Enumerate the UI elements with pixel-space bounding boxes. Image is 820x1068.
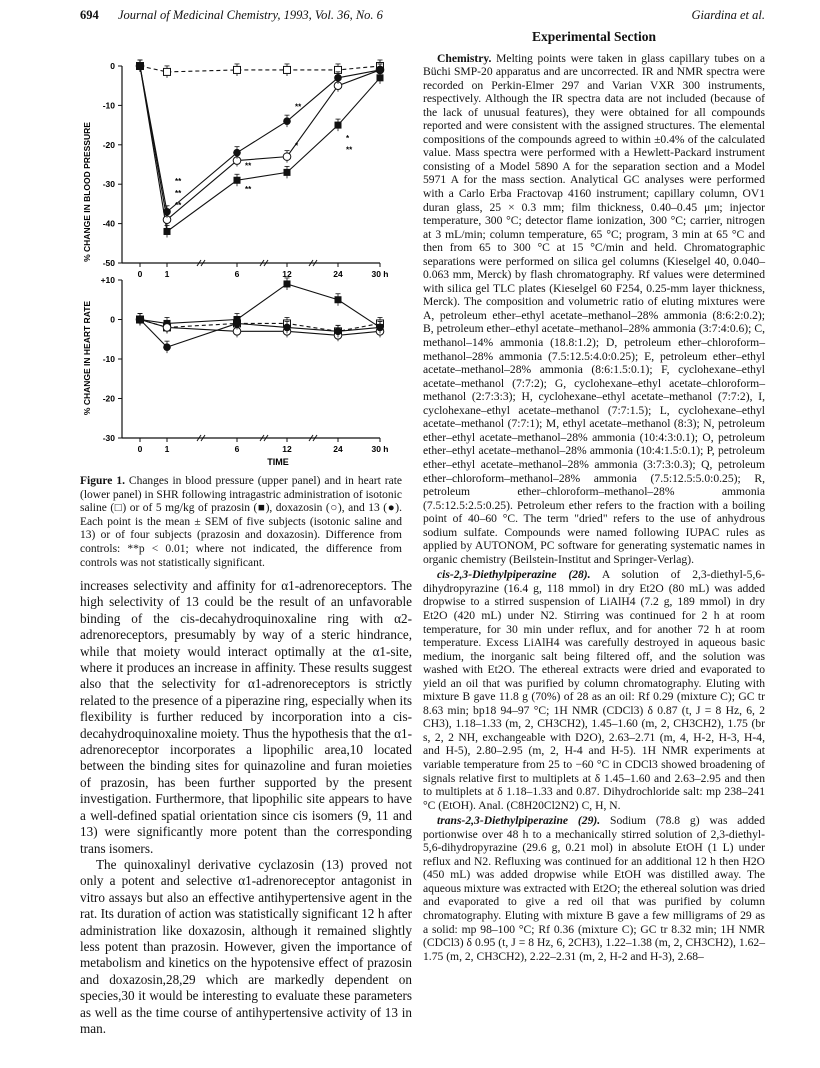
x-tick-label: 24: [333, 269, 343, 279]
significance-marker: **: [245, 185, 252, 195]
trans-paragraph: [423, 814, 765, 963]
y-tick-label: -10: [102, 354, 115, 364]
data-point-open-circle: [163, 324, 171, 332]
page-header: [80, 8, 765, 28]
data-point-filled-circle: [163, 343, 171, 351]
data-point-filled-circle: [136, 62, 144, 70]
x-tick-label: 0: [137, 444, 143, 454]
x-axis-label: TIME: [267, 457, 289, 467]
data-point-open-circle: [283, 153, 291, 161]
y-tick-label: -20: [102, 393, 115, 404]
y-tick-label: -10: [102, 100, 115, 111]
figure-1: [80, 40, 410, 472]
y-tick-label: -50: [102, 258, 115, 268]
significance-marker: *: [295, 141, 299, 151]
series-line: [140, 320, 380, 336]
caption-text: Changes in blood pressure (upper panel) and in heart rate (lower panel) in SHR following intragastric administration of isotonic saline (□) or of 5 mg/kg of prazosin (■), doxazosin (○), and 13 (●). Each point is the mean ± SEM of five subjects (isotonic saline and 13) or of four subjects (prazosin and doxazosin). Difference from controls: **p < 0.01; where not indicated, the difference from controls was not statistically significant.: [80, 475, 403, 569]
data-point-filled-circle: [334, 74, 342, 82]
cis-paragraph: [423, 568, 765, 812]
y-tick-label: 0: [110, 314, 115, 325]
data-point-filled-circle: [233, 149, 241, 157]
x-tick-label: 30 h: [371, 269, 389, 279]
cis-text: A solution of 2,3-diethyl-5,6-dihydropyrazine (16.4 g, 118 mmol) in dry Et2O (80 mL) was added dropwise to a stirred suspension of LiAlH4 (7.2 g, 189 mmol) in dry Et2O (420 mL) under N2. Stirring was continued for 2 h at room temperature, for 30 min under reflux, and for another 72 h at room temperature. Excess LiAlH4 was carefully destroyed in aqueous basic medium, the inorganic salt being filtered off, and the solution was washed with Et2O. The ethereal extracts were dried and evaporated to yield an oil that was purified by column chromatography. Eluting with mixture B gave 11.8 g (70%) of 28 as an oil: Rf 0.29 (mixture C); GC tr 8.63 min; bp18 94–97 °C; 1H NMR (CDCl3) δ 0.87 (t, J = 8 Hz, 6, 2 CH3), 1.18–1.33 (m, 2, CH3CH2), 1.45–1.60 (m, 2, CH3CH2), 1.75 (br s, 2, 2 NH, exchangeable with D2O), 2.63–2.71 (m, 4, H-2, H-3, H-4, and H-5), 2.80–2.95 (m, 2, H-4 and H-5). 1H NMR experiments at variable temperature from 25 to −60 °C in CDCl3 showed broadening of signals relative first to multiplets at δ 1.45–1.60 and 2.63–2.95 and then to multiplets at δ 1.18–1.33 and 0.87. Dihydrochloride salt: mp 238–241 °C (EtOH). Anal. (C8H20Cl2N2) C, H, N.: [423, 568, 766, 812]
significance-marker: **: [175, 177, 182, 187]
data-point-filled-circle: [376, 66, 384, 74]
left-column-text: [80, 578, 412, 1037]
data-point-filled-square: [335, 296, 342, 303]
y-tick-label: -30: [102, 433, 115, 443]
data-point-filled-circle: [136, 316, 144, 324]
data-point-filled-square: [164, 228, 171, 235]
x-tick-label: 1: [164, 269, 170, 279]
chemistry-text: Melting points were taken in glass capillary tubes on a Büchi SMP-20 apparatus and are uncorrected. IR and NMR spectra were recorded on Perkin-Elmer 297 and Varian VXR 300 instruments, respectively. Although the IR spectra data are not included (because of the lack of unusual features), they were obtained for all compounds reported and were consistent with the assigned structures. The elemental compositions of the compounds agreed to within ±0.4% of the calculated value. Mass spectra were performed with a Hewlett-Packard instrument consisting of a Model 5890 A for the separation section and a Model 5971 A for the mass section. Analytical GC analyses were performed with a Carlo Erba Fractovap 4160 instrument; capillary column, OV1 duran glass, 25 × 0.3 mm; film thickness, 0.40–0.45 μm; injector temperature, 300 °C; detector flame ionization, 300 °C; carrier, nitrogen at 3 mL/min; column temperature, 65 °C; program, 3 min at 65 °C and then from 65 to 300 °C at 15 °C/min and held. Chromatographic separations were performed on silica gel columns (Kieselgel 40, 0.040–0.063 mm, Merck) by flash chromatography. Rf values were determined with silica gel TLC plates (Kieselgel 60 F254, 0.25-mm layer thickness, Merck). The composition and volumetric ratio of eluting mixtures were A, petroleum ether–ethyl acetate–methanol–28% ammonia (8:6:2:0.2); B, petroleum ether–ethyl acetate–methanol–28% ammonia (3:7:4:0.6); C, methanol–14% ammonia (18.8:1.2); D, petroleum ether–chloroform–methanol–28% ammonia (7.5:12.5:4.0:0.25); E, petroleum ether–ethyl acetate–methanol–28% ammonia (8:6:1.5:0.1); F, cyclohexane–ethyl acetate–methanol (7:7:2); G, cyclohexane–ethyl acetate–chloroform–methanol (2:7:3:3); H, cyclohexane–ethyl acetate–methanol (7:7:2), I, cyclohexane–ethyl acetate–methanol (7:7:1.5); L, cyclohexane–ethyl acetate–methanol (7:7:1); M, ethyl acetate–methanol (8:3); N, petroleum ether–ethyl acetate–methanol–28% ammonia (10:4:3:0.1); O, petroleum ether–ethyl acetate–methanol–28% ammonia (10:4:1.5:0.1); P, petroleum ether–ethyl acetate–methanol–28% ammonia (3:7:3:0.3); Q, petroleum ether–chloroform–methanol–28% ammonia (7.5:12.5:5.0:0.25); R, petroleum ether–chloroform–methanol–28% ammonia (7.5:12.5:2.5:0.25). Petroleum ether refers to the fraction with a boiling point of 40–60 °C. The term "dried" refers to the use of anhydrous sodium sulfate. Compounds were named following IUPAC rules as applied by AUTONOM, PC software for generating systematic names in organic chemistry (Beilstein-Institut and Springer-Verlag).: [423, 51, 766, 566]
left-paragraph-2: The quinoxalinyl derivative cyclazosin (13) proved not only a potent and selective α1-adrenoreceptor antagonist in vitro assays but also an effective antihypertensive agent in the rat. Its duration of action was statistically significant 12 h after administration like doxazosin, although it remained slightly less potent than prazosin. However, given the importance of metabolism and kinetics on the hypotensive effect of prazosin and doxazosin,28,29 which are markedly dependent on species,30 it would be interesting to evaluate these parameters as well as the time course of antihypertensive activity of 13 in man.: [80, 856, 412, 1036]
data-point-filled-circle: [376, 324, 384, 332]
data-point-filled-circle: [283, 324, 291, 332]
x-tick-label: 12: [282, 444, 292, 454]
x-tick-label: 30 h: [371, 444, 389, 454]
data-point-filled-circle: [233, 320, 241, 328]
y-tick-label: -20: [102, 139, 115, 150]
running-authors: Giardina et al.: [691, 8, 765, 22]
x-tick-label: 6: [234, 269, 240, 279]
significance-marker: *: [346, 133, 350, 143]
data-point-open-square: [234, 66, 241, 73]
series-line: [140, 66, 380, 72]
bottom-ylabel: % CHANGE IN HEART RATE: [82, 300, 92, 416]
figure-caption: [80, 475, 402, 570]
x-tick-label: 24: [333, 444, 343, 454]
journal-citation: Journal of Medicinal Chemistry, 1993, Vol. 36, No. 6: [118, 8, 383, 22]
y-tick-label: -30: [102, 179, 115, 190]
x-tick-label: 12: [282, 269, 292, 279]
top-ylabel: % CHANGE IN BLOOD PRESSURE: [82, 122, 92, 262]
data-point-filled-circle: [283, 117, 291, 125]
data-point-filled-circle: [334, 328, 342, 336]
data-point-filled-square: [284, 169, 291, 176]
data-point-open-square: [284, 66, 291, 73]
data-point-filled-square: [234, 177, 241, 184]
x-tick-label: 6: [234, 444, 240, 454]
series-line: [140, 284, 380, 327]
data-point-filled-square: [335, 122, 342, 129]
cis-runin: cis-2,3-Diethylpiperazine (28).: [437, 568, 591, 582]
x-tick-label: 0: [137, 269, 143, 279]
significance-marker: **: [175, 189, 182, 199]
page-number: 694: [80, 8, 99, 22]
trans-runin: trans-2,3-Diethylpiperazine (29).: [437, 814, 601, 828]
y-tick-label: -40: [102, 218, 115, 229]
left-paragraph-1: increases selectivity and affinity for α1-adrenoreceptors. The high selectivity of 13 could be the result of an unfavorable binding of the cis-decahydroquinoxaline ring with α2-adrenoreceptors, presumably by way of a steric hindrance, while that moiety would interact optimally at the α1-site, where it produces an increase in affinity. These results suggest also that the selectivity for α1-adrenoreceptors is strictly related to the presence of a piperazine ring, especially when its flexibility is further reduced by incorporation into a cis-decahydroquinoxaline moiety. Thus the hypothesis that the α1-adrenoreceptor incorporates a lipophilic area,10 located between the binding sites for quinazoline and furan moieties of prazosin, has been further supported by the present investigation. Furthermore, that lipophilic site appears to have a well-defined spatial orientation since cis isomers (9, 11 and 13) were significantly more potent than the corresponding trans isomers.: [80, 578, 412, 856]
right-column: [423, 30, 765, 965]
significance-marker: **: [175, 200, 182, 210]
y-tick-label: 0: [110, 61, 115, 71]
significance-marker: **: [346, 145, 353, 155]
significance-marker: **: [245, 161, 252, 171]
chemistry-paragraph: [423, 52, 765, 567]
data-point-filled-square: [284, 280, 291, 287]
y-tick-label: +10: [100, 275, 115, 285]
section-heading: Experimental Section: [531, 29, 657, 44]
trans-text: Sodium (78.8 g) was added portionwise over 48 h to a mechanically stirred solution of 2,3-diethyl-5,6-dihydropyrazine (29.6 g, 0.21 mol) in absolute EtOH (1 L) under reflux and N2. Refluxing was continued for an additional 12 h then H2O (450 mL) was added dropwise while EtOH was distilled away. The aqueous mixture was extracted with Et2O; the ethereal solution was dried and evaporated to give a red oil that was purified by column chromatography. Eluting with mixture B gave a few milligrams of 29 as a solid: mp 98–100 °C; Rf 0.36 (mixture C); GC tr 8.32 min; 1H NMR (CDCl3) δ 0.95 (t, J = 8 Hz, 6, 2CH3), 1.22–1.38 (m, 2, CH3CH2), 1.62–1.75 (m, 2, CH3CH2), 2.22–2.31 (m, 2, H-2 and H-3), 2.68–: [423, 814, 765, 963]
chemistry-runin: Chemistry.: [437, 51, 492, 65]
significance-marker: **: [295, 102, 302, 112]
data-point-filled-circle: [163, 208, 171, 216]
caption-label: Figure 1.: [80, 475, 125, 487]
x-tick-label: 1: [164, 444, 170, 454]
data-point-open-square: [164, 68, 171, 75]
